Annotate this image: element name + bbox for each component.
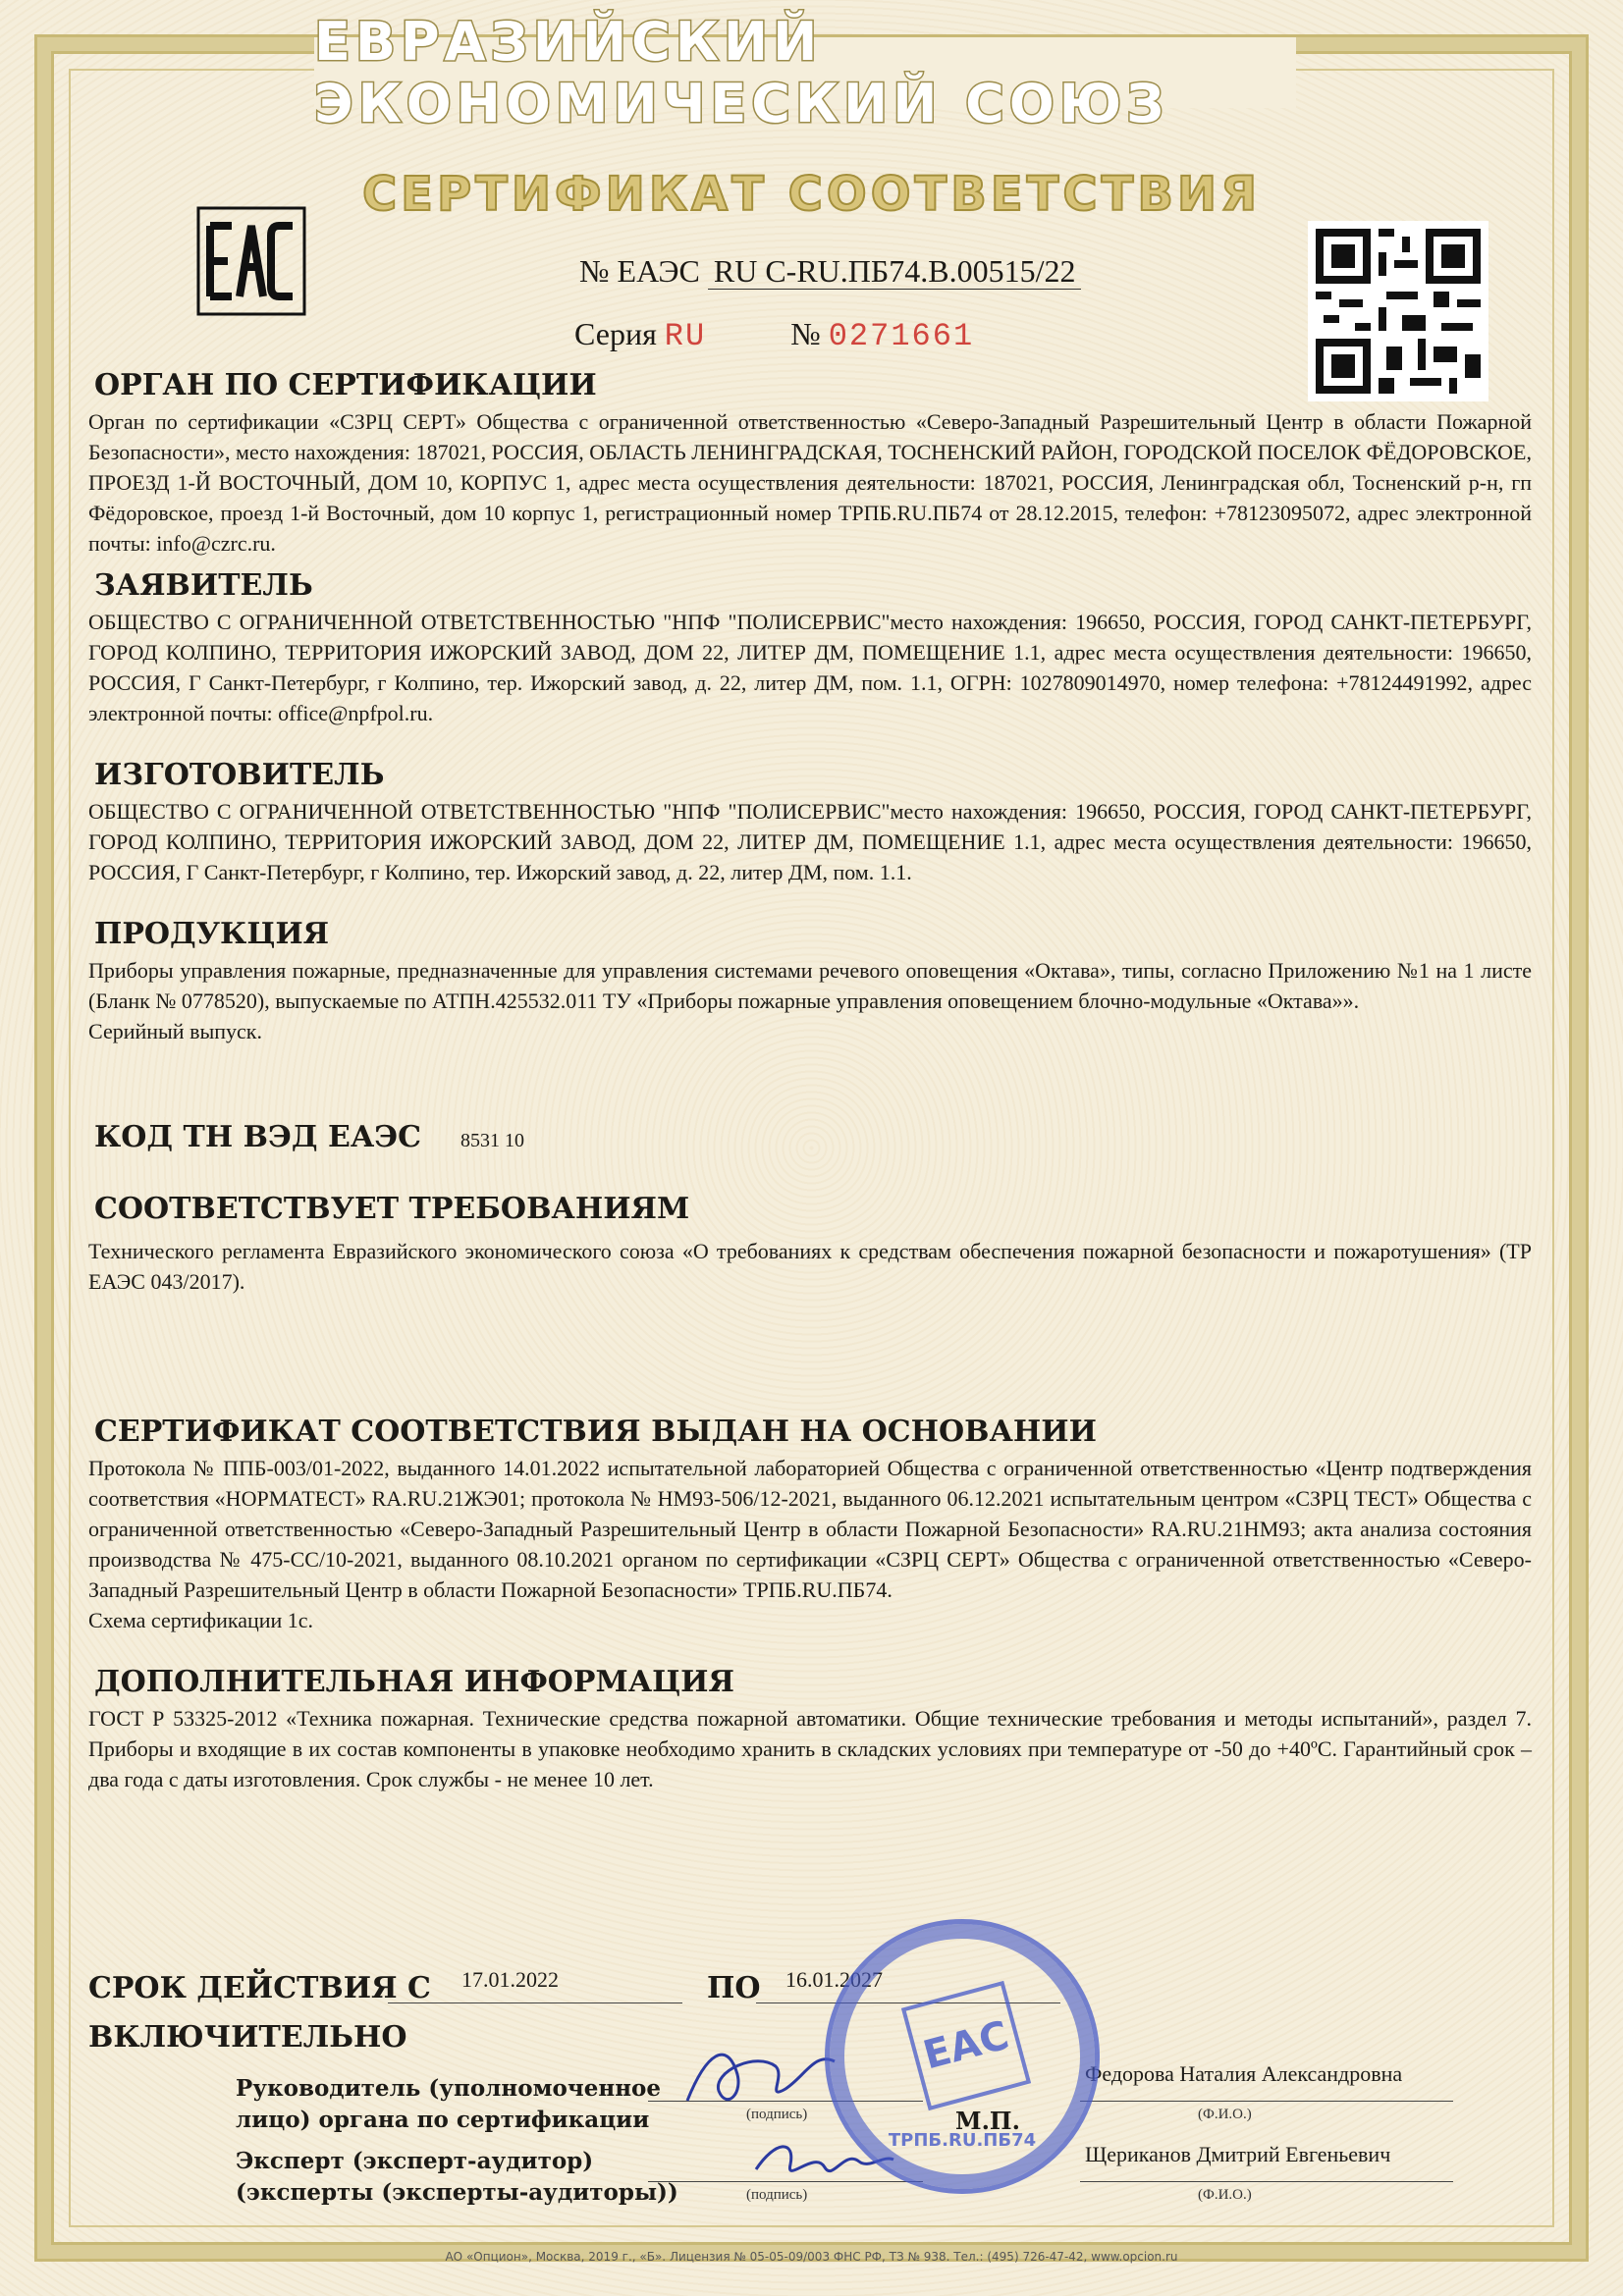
series-line: [574, 316, 974, 354]
section-title-applicant: ЗАЯВИТЕЛЬ: [94, 568, 313, 603]
validity-to-label: ПО: [707, 1971, 761, 2005]
expert-fio-caption: (Ф.И.О.): [1198, 2187, 1252, 2203]
section-text-product: Приборы управления пожарные, предназначенные для управления системами речевого оповещения «Октава», типы, согласно Приложению №1 на 1 листе (Бланк № 0778520), выпускаемые по АТПН.425532.011 ТУ «Приборы пожарные управления оповещением блочно-модульные «Октава»».: [88, 958, 1532, 1013]
head-label: [236, 2073, 661, 2136]
section-title-tnved: КОД ТН ВЭД ЕАЭС: [94, 1120, 422, 1154]
series-label: Серия: [574, 316, 657, 351]
basis-scheme: Схема сертификации 1с.: [88, 1608, 314, 1632]
expert-label-line1: Эксперт (эксперт-аудитор): [236, 2148, 594, 2174]
certificate-title: СЕРТИФИКАТ СООТВЕТСТВИЯ: [361, 167, 1262, 222]
section-text-applicant: ОБЩЕСТВО С ОГРАНИЧЕННОЙ ОТВЕТСТВЕННОСТЬЮ "НПФ "ПОЛИСЕРВИС"место нахождения: 196650, РОССИЯ, ГОРОД САНКТ-ПЕТЕРБУРГ, ГОРОД КОЛПИНО, ТЕРРИТОРИЯ ИЖОРСКИЙ ЗАВОД, ДОМ 22, ЛИТЕР ДМ, ПОМЕЩЕНИЕ 1.1, адрес места осуществления деятельности: 196650, РОССИЯ, Г Санкт-Петербург, г Колпино, тер. Ижорский завод, д. 22, литер ДМ, пом. 1.1, ОГРН: 1027809014970, номер телефона: +78124491992, адрес электронной почты: office@npfpol.ru.: [88, 610, 1532, 725]
section-text-extra: ГОСТ Р 53325-2012 «Техника пожарная. Технические средства пожарной автоматики. Общие технические требования и методы испытаний», раздел 7. Приборы и входящие в их состав компоненты в упаковке необходимо хранить в складских условиях при температуре от -50 до +40ºС. Гарантийный срок – два года с даты изготовления. Срок службы - не менее 10 лет.: [88, 1706, 1532, 1791]
union-title: ЕВРАЗИЙСКИЙ ЭКОНОМИЧЕСКИЙ СОЮЗ: [314, 11, 1169, 134]
head-label-line1: Руководитель (уполномоченное: [236, 2075, 662, 2102]
expert-name-line: [1080, 2181, 1453, 2182]
validity-from-date: 17.01.2022: [461, 1967, 559, 1992]
eac-logo-icon: [196, 206, 306, 316]
section-text-body: Орган по сертификации «СЗРЦ СЕРТ» Общества с ограниченной ответственностью «Северо-Западный Разрешительный Центр в области Пожарной Безопасности», место нахождения: 187021, РОССИЯ, ОБЛАСТЬ ЛЕНИНГРАДСКАЯ, ТОСНЕНСКИЙ РАЙОН, ГОРОДСКОЙ ПОСЕЛОК ФЁДОРОВСКОЕ, ПРОЕЗД 1-Й ВОСТОЧНЫЙ, ДОМ 10, КОРПУС 1, адрес места осуществления деятельности: 187021, РОССИЯ, Ленинградская обл, Тосненский р-н, гп Фёдоровское, проезд 1-й Восточный, дом 10 корпус 1, регистрационный номер ТРПБ.RU.ПБ74 от 28.12.2015, телефон: +78123095072, адрес электронной почты: info@czrc.ru.: [88, 409, 1532, 556]
certificate-number: RU C-RU.ПБ74.В.00515/22: [708, 253, 1082, 290]
product-serial: Серийный выпуск.: [88, 1019, 262, 1043]
seal-bottom-text: ТРПБ.RU.ПБ74: [888, 2130, 1037, 2151]
section-title-extra: ДОПОЛНИТЕЛЬНАЯ ИНФОРМАЦИЯ: [94, 1665, 734, 1699]
expert-label: [236, 2146, 678, 2209]
expert-label-line2: (эксперты (эксперты-аудиторы)): [236, 2179, 678, 2206]
seal-stamp: [825, 1919, 1100, 2194]
head-name: Федорова Наталия Александровна: [1085, 2061, 1403, 2086]
blank-prefix: №: [790, 316, 821, 351]
blank-number: 0271661: [828, 318, 975, 354]
section-title-conforms: СООТВЕТСТВУЕТ ТРЕБОВАНИЯМ: [94, 1192, 690, 1226]
expert-sign-caption: (подпись): [746, 2187, 808, 2203]
section-text-basis: Протокола № ППБ-003/01-2022, выданного 14.01.2022 испытательной лабораторией Общества с ограниченной ответственностью «Центр подтверждения соответствия «НОРМАТЕСТ» RA.RU.21ЖЭ01; протокола № НМ93-506/12-2021, выданного 06.12.2021 испытательным центром «СЗРЦ ТЕСТ» Общества с ограниченной ответственностью «Северо-Западный Разрешительный Центр в области Пожарной Безопасности» RA.RU.21НМ93; акта анализа состояния производства № 475-СС/10-2021, выданного 08.10.2021 органом по сертификации «СЗРЦ СЕРТ» Общества с ограниченной ответственностью «Северо-Западный Разрешительный Центр в области Пожарной Безопасности» ТРПБ.RU.ПБ74.: [88, 1456, 1532, 1602]
validity-from-label: СРОК ДЕЙСТВИЯ С: [88, 1971, 431, 2005]
section-text-manufacturer: ОБЩЕСТВО С ОГРАНИЧЕННОЙ ОТВЕТСТВЕННОСТЬЮ "НПФ "ПОЛИСЕРВИС"место нахождения: 196650, РОССИЯ, ГОРОД САНКТ-ПЕТЕРБУРГ, ГОРОД КОЛПИНО, ТЕРРИТОРИЯ ИЖОРСКИЙ ЗАВОД, ДОМ 22, ЛИТЕР ДМ, ПОМЕЩЕНИЕ 1.1, адрес места осуществления деятельности: 196650, РОССИЯ, Г Санкт-Петербург, г Колпино, тер. Ижорский завод, д. 22, литер ДМ, пом. 1.1.: [88, 799, 1532, 884]
head-sign-caption: (подпись): [746, 2107, 808, 2122]
head-label-line2: лицо) органа по сертификации: [236, 2107, 650, 2133]
seal-center-text: ЕАС: [918, 2012, 1014, 2079]
union-banner: [314, 11, 1296, 134]
head-fio-caption: (Ф.И.О.): [1198, 2107, 1252, 2122]
certificate-number-line: [579, 253, 1081, 290]
validity-from-underline: [388, 2002, 682, 2003]
validity-inclusive-label: ВКЛЮЧИТЕЛЬНО: [88, 2020, 407, 2055]
tnved-value: 8531 10: [460, 1130, 525, 1151]
series-value: RU: [664, 318, 707, 354]
mp-label: М.П.: [955, 2107, 1020, 2135]
section-text-conforms: Технического регламента Евразийского экономического союза «О требованиях к средствам обеспечения пожарной безопасности и пожаротушения» (ТР ЕАЭС 043/2017).: [88, 1239, 1532, 1294]
section-title-product: ПРОДУКЦИЯ: [94, 917, 330, 951]
printer-footer: АО «Опцион», Москва, 2019 г., «Б». Лицензия № 05-05-09/003 ФНС РФ, ТЗ № 938. Тел.: (495) 726-47-42, www.opcion.ru: [445, 2250, 1178, 2264]
certificate-body: [88, 368, 1532, 1794]
head-name-line: [1080, 2101, 1453, 2102]
validity-to-date: 16.01.2027: [785, 1967, 883, 1992]
section-title-basis: СЕРТИФИКАТ СООТВЕТСТВИЯ ВЫДАН НА ОСНОВАНИИ: [94, 1415, 1097, 1449]
eac-logo: [196, 206, 306, 316]
number-prefix: № ЕАЭС: [579, 253, 700, 289]
section-title-manufacturer: ИЗГОТОВИТЕЛЬ: [94, 758, 385, 792]
section-title-body: ОРГАН ПО СЕРТИФИКАЦИИ: [94, 368, 597, 402]
tnved-line: [88, 1120, 1532, 1158]
seal-eac-box: [901, 1981, 1031, 2110]
expert-name: Щериканов Дмитрий Евгеньевич: [1085, 2142, 1391, 2166]
